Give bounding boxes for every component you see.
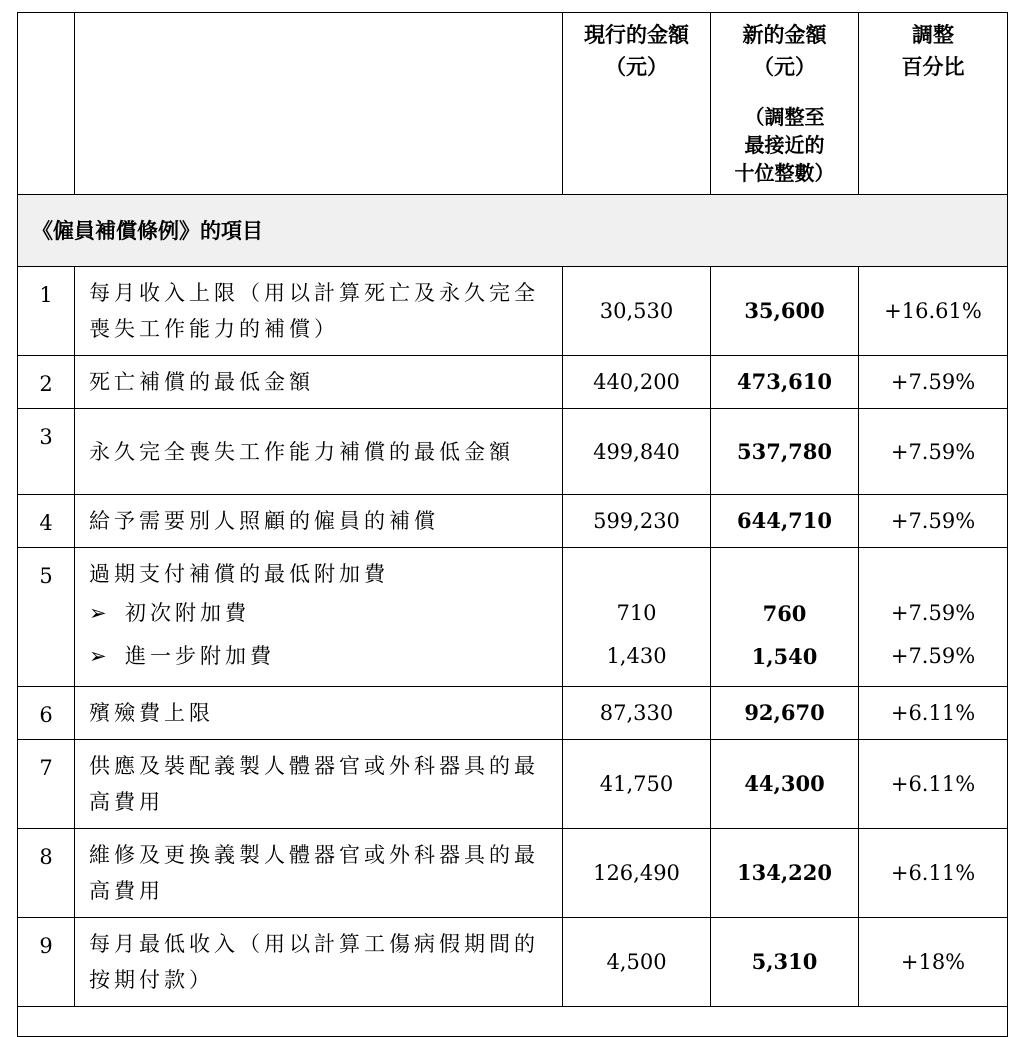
row-number: 1 xyxy=(18,267,75,356)
row-current-amount: 87,330 xyxy=(563,687,711,740)
row-description: 給予需要別人照顧的僱員的補償 xyxy=(75,495,563,548)
row-new-amount: 134,220 xyxy=(711,829,859,918)
row-description-title: 過期支付補償的最低附加費 xyxy=(89,562,389,586)
header-new-amount-note: （調整至 最接近的 十位整數） xyxy=(734,105,835,185)
arrow-bullet-icon: ➢ xyxy=(89,601,111,625)
table-row-continuation xyxy=(18,1007,1008,1037)
row-description: 永久完全喪失工作能力補償的最低金額 xyxy=(75,409,563,495)
row-number: 8 xyxy=(18,829,75,918)
row-new-amount: 35,600 xyxy=(711,267,859,356)
row-current-amount: 499,840 xyxy=(563,409,711,495)
row-new-amount: 44,300 xyxy=(711,740,859,829)
table-row xyxy=(18,267,1008,356)
row-new-amount: 644,710 xyxy=(711,495,859,548)
row-number: 2 xyxy=(18,356,75,409)
arrow-bullet-icon: ➢ xyxy=(89,644,111,668)
row-number: 6 xyxy=(18,687,75,740)
sub-item-label: 初次附加費 xyxy=(125,601,250,625)
section-title: 《僱員補償條例》的項目 xyxy=(18,195,1008,267)
row-description: 每月收入上限（用以計算死亡及永久完全喪失工作能力的補償） xyxy=(75,267,563,356)
row-adjust-percent: +6.11% xyxy=(859,687,1008,740)
header-current-amount: 現行的金額 （元） xyxy=(563,13,711,195)
table-row xyxy=(18,829,1008,918)
row-number: 5 xyxy=(18,548,75,687)
row-number: 9 xyxy=(18,918,75,1007)
sub-item xyxy=(89,635,548,678)
row-adjust-percent: +18% xyxy=(859,918,1008,1007)
row-current-amount: 440,200 xyxy=(563,356,711,409)
row-adjust-percent: +7.59% xyxy=(859,409,1008,495)
header-row xyxy=(18,13,1008,195)
row-new-amount: 760 1,540 xyxy=(711,548,859,687)
row-current-amount: 599,230 xyxy=(563,495,711,548)
row-new-amount: 5,310 xyxy=(711,918,859,1007)
header-adjust-percent: 調整 百分比 xyxy=(859,13,1008,195)
table-row xyxy=(18,687,1008,740)
row-adjust-percent: +7.59% xyxy=(859,495,1008,548)
row-description: 維修及更換義製人體器官或外科器具的最高費用 xyxy=(75,829,563,918)
row-adjust-percent: +7.59% xyxy=(859,356,1008,409)
row-current-amount: 126,490 xyxy=(563,829,711,918)
row-description: 每月最低收入（用以計算工傷病假期間的按期付款） xyxy=(75,918,563,1007)
row-new-amount: 537,780 xyxy=(711,409,859,495)
row-adjust-percent: +7.59% +7.59% xyxy=(859,548,1008,687)
table-row xyxy=(18,409,1008,495)
row-description: 殯殮費上限 xyxy=(75,687,563,740)
row-description: 供應及裝配義製人體器官或外科器具的最高費用 xyxy=(75,740,563,829)
header-item xyxy=(75,13,563,195)
table-row xyxy=(18,548,1008,687)
sub-item-label: 進一步附加費 xyxy=(125,644,275,668)
row-adjust-percent: +6.11% xyxy=(859,740,1008,829)
row-new-amount: 473,610 xyxy=(711,356,859,409)
row-number: 3 xyxy=(18,409,75,495)
row-description: 死亡補償的最低金額 xyxy=(75,356,563,409)
section-row xyxy=(18,195,1008,267)
header-new-amount: 新的金額 （元） （調整至 最接近的 十位整數） xyxy=(711,13,859,195)
row-current-amount: 4,500 xyxy=(563,918,711,1007)
row-new-amount: 92,670 xyxy=(711,687,859,740)
header-no xyxy=(18,13,75,195)
row-number: 4 xyxy=(18,495,75,548)
row-adjust-percent: +16.61% xyxy=(859,267,1008,356)
row-number: 7 xyxy=(18,740,75,829)
row-description xyxy=(75,548,563,687)
compensation-table xyxy=(17,12,1008,1037)
table-row xyxy=(18,356,1008,409)
row-current-amount: 30,530 xyxy=(563,267,711,356)
table-row xyxy=(18,495,1008,548)
row-current-amount: 710 1,430 xyxy=(563,548,711,687)
row-current-amount: 41,750 xyxy=(563,740,711,829)
sub-item xyxy=(89,592,548,635)
table-row xyxy=(18,740,1008,829)
row-adjust-percent: +6.11% xyxy=(859,829,1008,918)
continuation-cell xyxy=(18,1007,1008,1037)
table-row xyxy=(18,918,1008,1007)
